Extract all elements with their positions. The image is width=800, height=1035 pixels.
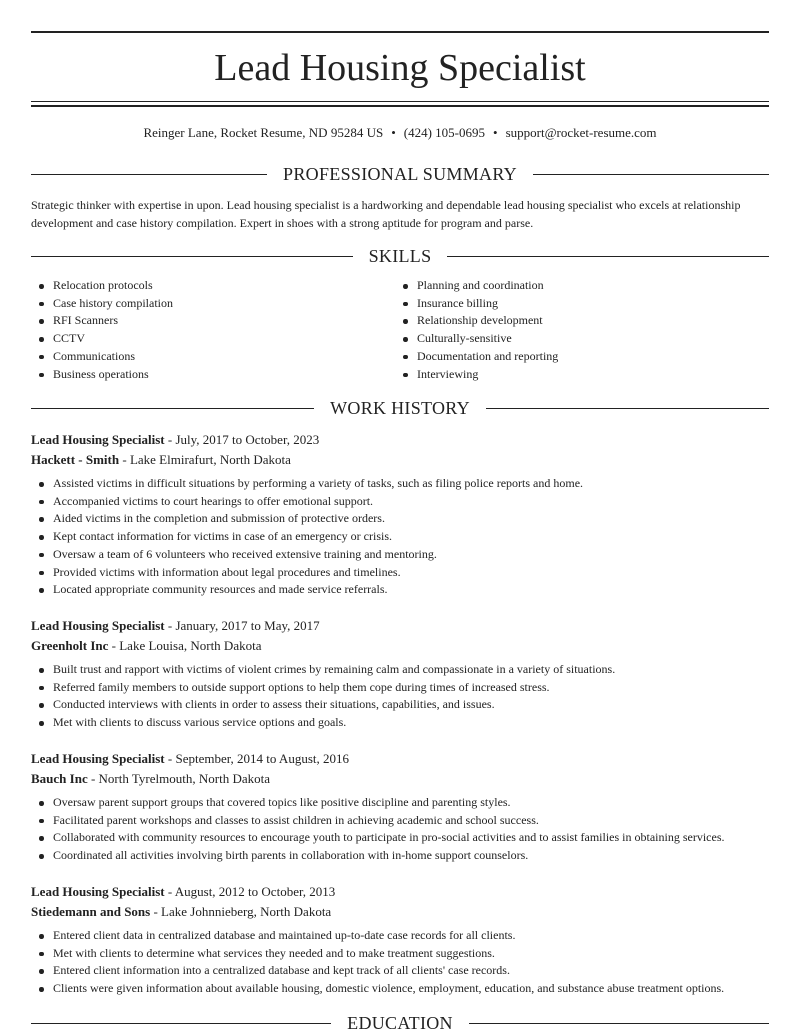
job-bullet: Aided victims in the completion and submission of protective orders.: [31, 510, 769, 528]
summary-heading: [31, 162, 769, 186]
skill-item: RFI Scanners: [31, 312, 391, 330]
job-bullets: [31, 927, 769, 998]
job-company: Greenholt Inc: [31, 637, 109, 653]
job-location: - Lake Johnnieberg, North Dakota: [150, 903, 332, 919]
job-company: Stiedemann and Sons: [31, 903, 151, 919]
heading-rule-left: [31, 1023, 331, 1024]
heading-rule-left: [31, 408, 314, 409]
job-bullet: Entered client information into a centralized database and kept track of all clients' case records.: [31, 962, 769, 980]
summary-heading-title: PROFESSIONAL SUMMARY: [283, 164, 517, 184]
skill-item: Documentation and reporting: [395, 348, 755, 366]
job-bullet: Clients were given information about available housing, domestic violence, employment, education, and substance abuse treatment options.: [31, 980, 769, 998]
job-bullet: Kept contact information for victims in case of an emergency or crisis.: [31, 528, 769, 546]
job-bullet: Coordinated all activities involving birth parents in collaboration with in-home support counselors.: [31, 847, 769, 865]
job-bullet: Accompanied victims to court hearings to offer emotional support.: [31, 493, 769, 511]
job-title: Lead Housing Specialist: [31, 432, 165, 447]
top-rule: [31, 31, 769, 33]
resume-name: Lead Housing Specialist: [214, 47, 586, 89]
job-title: Lead Housing Specialist: [31, 884, 165, 899]
heading-rule-right: [447, 256, 769, 257]
job-title-line: [31, 430, 769, 450]
skill-item: Business operations: [31, 366, 391, 384]
contact-separator: •: [391, 125, 396, 140]
skill-item: CCTV: [31, 330, 391, 348]
job-bullet: Built trust and rapport with victims of violent crimes by remaining calm and compassionate in a variety of situations.: [31, 661, 769, 679]
heading-rule-left: [31, 256, 353, 257]
job-dates: - July, 2017 to October, 2023: [164, 432, 320, 447]
skill-item: Insurance billing: [395, 295, 755, 313]
summary-text: Strategic thinker with expertise in upon. Lead housing specialist is a hardworking and dependable lead housing specialist who excels at relationship development and case history compilation. Expert in shoes with a strong aptitude for program and parse.: [31, 198, 741, 230]
job-entry: [31, 882, 769, 998]
work-heading: [31, 396, 769, 420]
job-company-line: [31, 450, 769, 470]
skills-list-left: [31, 277, 391, 383]
skill-item: Case history compilation: [31, 295, 391, 313]
skill-item: Planning and coordination: [395, 277, 755, 295]
heading-rule-right: [469, 1023, 769, 1024]
education-heading-title: EDUCATION: [347, 1013, 453, 1033]
job-company-line: [31, 902, 769, 922]
header-double-rule: [31, 101, 769, 107]
skills-list-right: [395, 277, 755, 383]
skill-item: Culturally-sensitive: [395, 330, 755, 348]
heading-rule-right: [533, 174, 769, 175]
job-bullet: Met with clients to discuss various service options and goals.: [31, 714, 769, 732]
job-bullet: Collaborated with community resources to encourage youth to participate in pro-social activities and to assist families in obtaining services.: [31, 829, 769, 847]
skills-heading: [31, 244, 769, 268]
job-title-line: [31, 882, 769, 902]
contact-phone: (424) 105-0695: [403, 125, 485, 140]
job-bullet: Provided victims with information about legal procedures and timelines.: [31, 564, 769, 582]
contact-email: support@rocket-resume.com: [505, 125, 657, 140]
education-heading: [31, 1011, 769, 1035]
job-location: - Lake Louisa, North Dakota: [108, 637, 262, 653]
heading-rule-right: [486, 408, 769, 409]
heading-rule-left: [31, 174, 267, 175]
job-bullet: Located appropriate community resources and made service referrals.: [31, 581, 769, 599]
job-bullets: [31, 475, 769, 599]
skill-item: Relocation protocols: [31, 277, 391, 295]
job-bullets: [31, 794, 769, 865]
job-bullet: Referred family members to outside support options to help them cope during times of increased stress.: [31, 679, 769, 697]
contact-separator: •: [493, 125, 498, 140]
job-entry: [31, 430, 769, 599]
job-bullets: [31, 661, 769, 732]
job-title-line: [31, 749, 769, 769]
job-dates: - August, 2012 to October, 2013: [164, 884, 336, 899]
job-company-line: [31, 769, 769, 789]
job-location: - North Tyrelmouth, North Dakota: [87, 770, 270, 786]
job-bullet: Met with clients to determine what services they needed and to make treatment suggestions.: [31, 945, 769, 963]
job-title: Lead Housing Specialist: [31, 751, 165, 766]
contact-address: Reinger Lane, Rocket Resume, ND 95284 US: [143, 125, 384, 140]
job-bullet: Oversaw parent support groups that covered topics like positive discipline and parenting styles.: [31, 794, 769, 812]
skills-heading-title: SKILLS: [368, 246, 432, 266]
job-company: Bauch Inc: [31, 770, 88, 786]
job-company: Hackett - Smith: [31, 451, 120, 467]
job-dates: - January, 2017 to May, 2017: [164, 618, 320, 633]
skill-item: Relationship development: [395, 312, 755, 330]
job-location: - Lake Elmirafurt, North Dakota: [119, 451, 291, 467]
work-heading-title: WORK HISTORY: [330, 398, 470, 418]
skill-item: Communications: [31, 348, 391, 366]
job-bullet: Assisted victims in difficult situations by performing a variety of tasks, such as filing police reports and home.: [31, 475, 769, 493]
job-entry: [31, 749, 769, 865]
job-title: Lead Housing Specialist: [31, 618, 165, 633]
job-dates: - September, 2014 to August, 2016: [164, 751, 349, 766]
job-bullet: Entered client data in centralized database and maintained up-to-date case records for all clients.: [31, 927, 769, 945]
job-bullet: Conducted interviews with clients in order to assess their situations, capabilities, and issues.: [31, 696, 769, 714]
job-entry: [31, 616, 769, 732]
job-bullet: Facilitated parent workshops and classes to assist children in achieving academic and school success.: [31, 812, 769, 830]
job-bullet: Oversaw a team of 6 volunteers who received extensive training and mentoring.: [31, 546, 769, 564]
job-company-line: [31, 636, 769, 656]
contact-line: [31, 124, 769, 142]
skill-item: Interviewing: [395, 366, 755, 384]
job-title-line: [31, 616, 769, 636]
